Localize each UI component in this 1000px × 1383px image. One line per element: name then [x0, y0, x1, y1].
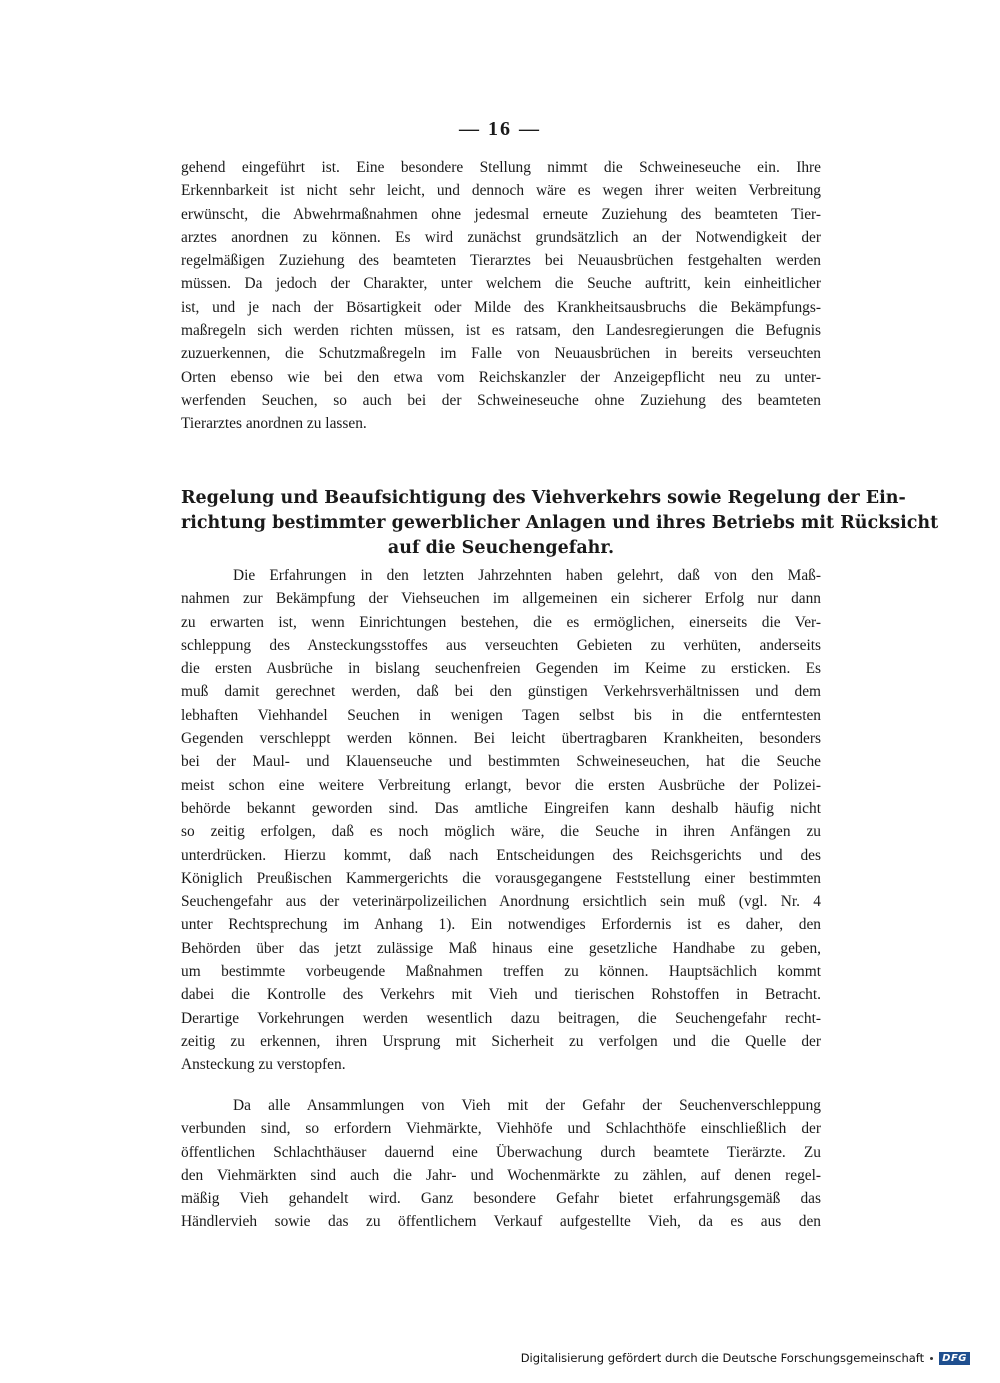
text-line: meist schon eine weitere Verbreitung erlangt, bevor die ersten Ausbrüche der Polizei- [181, 776, 821, 794]
text-line: arztes anordnen zu können. Es wird zunächst grundsätzlich an der Notwendigkeit der [181, 228, 821, 246]
text-line: Derartige Vorkehrungen werden wesentlich dazu beitragen, die Seuchengefahr recht- [181, 1009, 821, 1027]
heading-line: richtung bestimmter gewerblicher Anlagen und ihres Betriebs mit Rücksicht [181, 513, 939, 533]
text-line: behörde bekannt geworden sind. Das amtliche Eingreifen kann deshalb häufig nicht [181, 799, 821, 817]
page-number: — 16 — [459, 118, 541, 140]
text-line: dabei die Kontrolle des Verkehrs mit Vieh und tierischen Rohstoffen in Betracht. [181, 986, 821, 1004]
heading-line: Regelung und Beaufsichtigung des Viehverkehrs sowie Regelung der Ein- [181, 488, 906, 508]
section-heading [181, 486, 939, 561]
text-line: regelmäßigen Zuziehung des beamteten Tierarztes bei Neuausbrüchen festgehalten werden [181, 252, 821, 270]
text-line: Da alle Ansammlungen von Vieh mit der Gefahr der Seuchenverschleppung [233, 1097, 821, 1114]
text-line: schleppung des Ansteckungsstoffes aus verseuchten Gebieten zu verhüten, anderseits [181, 636, 821, 654]
text-line: zu erwarten ist, wenn Einrichtungen bestehen, die es ermöglichen, einerseits die Ver- [181, 613, 821, 631]
text-line: so zeitig erfolgen, daß es noch möglich wäre, die Seuche in ihren Anfängen zu [181, 823, 821, 841]
text-line: Seuchengefahr aus der veterinärpolizeilichen Anordnung ersichtlich sein muß (vgl. Nr. 4 [181, 893, 821, 911]
text-line: gehend eingeführt ist. Eine besondere Stellung nimmt die Schweineseuche ein. Ihre [181, 159, 821, 176]
text-line: mäßig Vieh gehandelt wird. Ganz besondere Gefahr bietet erfahrungsgemäß das [181, 1190, 821, 1208]
text-line: Orten ebenso wie bei den etwa vom Reichskanzler der Anzeigepflicht neu zu unter- [181, 368, 821, 386]
text-line: Händlervieh sowie das zu öffentlichem Verkauf aufgestellte Vieh, da es aus den [181, 1213, 821, 1231]
text-line: unter Rechtsprechung im Anhang 1). Ein notwendiges Erfordernis ist es daher, den [181, 916, 821, 934]
text-line: verbunden sind, so erfordern Viehmärkte, Viehhöfe und Schlachthöfe einschließlich der [181, 1120, 821, 1138]
text-line: Erkennbarkeit ist nicht sehr leicht, und dennoch wäre es wegen ihrer weiten Verbreitung [181, 182, 821, 200]
paragraph-2 [181, 564, 821, 1077]
text-line: muß damit gerechnet werden, daß bei den günstigen Verkehrsverhältnissen und dem [181, 683, 821, 701]
heading-line: auf die Seuchengefahr. [387, 538, 615, 558]
text-line: die ersten Ausbrüche in bislang seuchenfreien Gegenden im Keime zu ersticken. Es [181, 660, 821, 678]
separator-dot-icon [930, 1357, 933, 1360]
text-line: lebhaften Viehhandel Seuchen in wenigen Tagen selbst bis in die entferntesten [181, 706, 821, 724]
text-line: Gegenden verschleppt werden können. Bei leicht übertragbaren Krankheiten, besonders [181, 730, 821, 748]
text-line: Tierarztes anordnen zu lassen. [181, 415, 367, 433]
text-line: Königlich Preußischen Kammergerichts die vorausgegangene Feststellung einer bestimmten [181, 869, 821, 887]
text-line: nahmen zur Bekämpfung der Viehseuchen im allgemeinen ein sicherer Erfolg nur dann [181, 590, 821, 608]
text-line: erwünscht, die Abwehrmaßnahmen ohne jedesmal erneute Zuziehung des beamteten Tier- [181, 205, 821, 223]
paragraph-1 [181, 156, 821, 436]
text-line: Behörden über das jetzt zulässige Maß hinaus eine gesetzliche Handhabe zu geben, [181, 939, 821, 957]
footer [521, 1351, 970, 1365]
text-line: Die Erfahrungen in den letzten Jahrzehnten haben gelehrt, daß von den Maß- [233, 567, 821, 584]
text-line: müssen. Da jedoch der Charakter, unter welchem die Seuche auftritt, kein einheitlicher [181, 275, 821, 293]
text-line: Ansteckung zu verstopfen. [181, 1056, 346, 1074]
text-line: bei der Maul- und Klauenseuche und bestimmten Schweineseuchen, hat die Seuche [181, 753, 821, 771]
footer-text: Digitalisierung gefördert durch die Deutsche Forschungsgemeinschaft [520, 1351, 925, 1365]
dfg-logo-icon: DFG [939, 1352, 970, 1365]
text-line: um bestimmte vorbeugende Maßnahmen treffen zu können. Hauptsächlich kommt [181, 963, 821, 981]
text-line: zuzuerkennen, die Schutzmaßregeln im Falle von Neuausbrüchen in bereits verseuchten [181, 345, 821, 363]
text-line: ist, und je nach der Bösartigkeit oder Milde des Krankheitsausbruchs die Bekämpfungs- [181, 298, 821, 316]
text-line: unterdrücken. Hierzu kommt, daß nach Entscheidungen des Reichsgerichts und des [181, 846, 821, 864]
text-line: zeitig zu erkennen, ihren Ursprung mit Sicherheit zu verfolgen und die Quelle der [181, 1032, 821, 1050]
text-line: den Viehmärkten sind auch die Jahr- und Wochenmärkte zu zählen, auf denen regel- [181, 1166, 821, 1184]
paragraph-3 [181, 1094, 821, 1234]
text-line: werfenden Seuchen, so auch bei der Schweineseuche ohne Zuziehung des beamteten [181, 391, 821, 409]
text-line: öffentlichen Schlachthäuser dauernd eine Überwachung durch beamtete Tierärzte. Zu [181, 1143, 821, 1161]
text-line: maßregeln sich werden richten müssen, ist es ratsam, den Landesregierungen die Befugnis [181, 322, 821, 340]
